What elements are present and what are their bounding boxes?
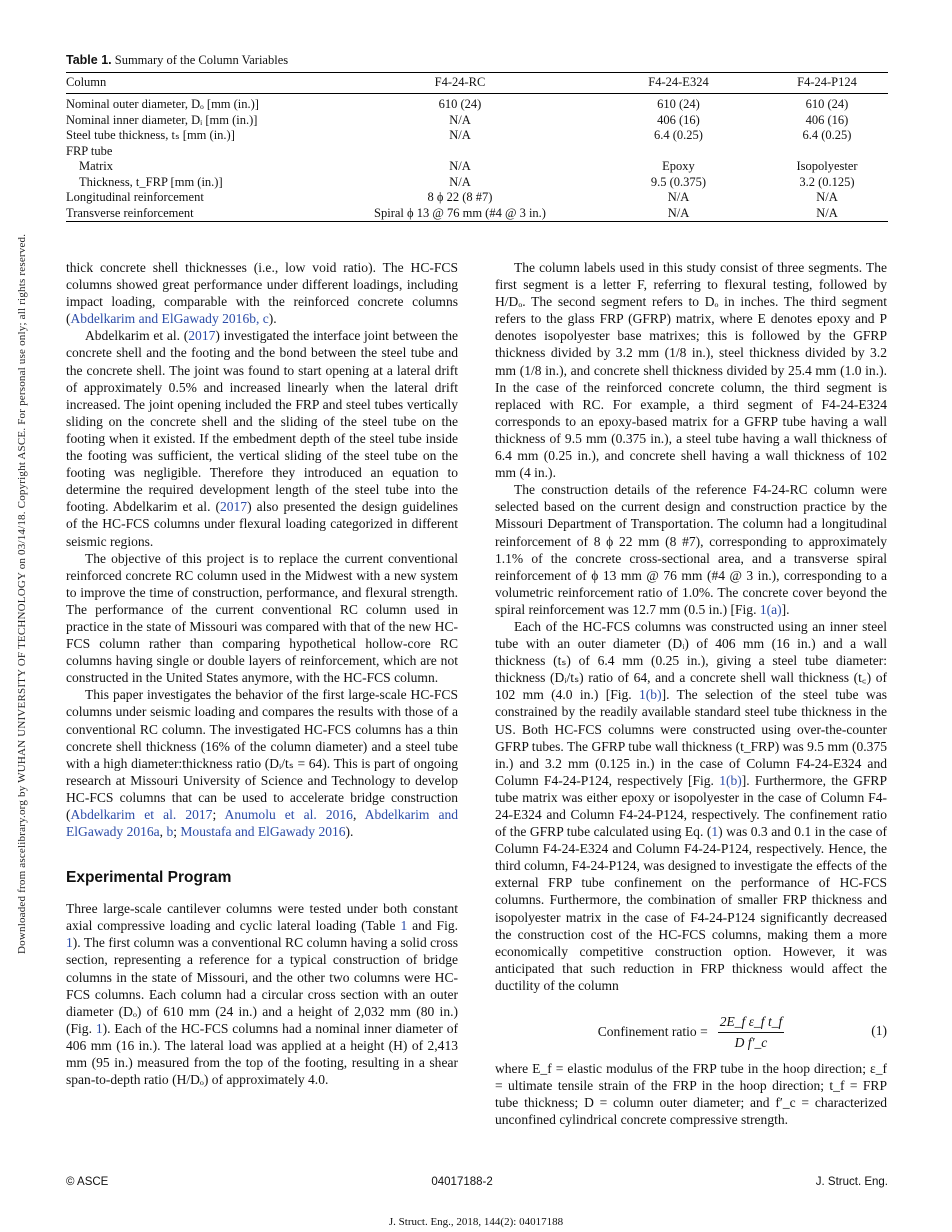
cell: N/A	[667, 190, 690, 204]
paragraph	[495, 481, 887, 618]
text: Each of the HC-FCS columns was constructed using an inner steel tube with an outer diameter (Dᵢ) of 406 mm (16 in.) and a wall thickness (tₛ) of 6.4 mm (0.25 in.), giving a steel tube diameter: thickness (Dᵢ/tₛ) ratio of 64, and a concrete shell wall thickness (t꜀) of 102 mm (4.0 in.) [Fig.	[495, 618, 887, 703]
cell	[591, 144, 766, 160]
cell: Isopolyester	[796, 159, 858, 173]
cell: N/A	[449, 159, 471, 173]
footer-journal: J. Struct. Eng.	[815, 1176, 888, 1188]
table-row	[66, 175, 888, 191]
table-row	[66, 206, 888, 222]
row-label: FRP tube	[66, 143, 113, 158]
text: ).	[268, 311, 277, 327]
table-row	[66, 144, 888, 160]
row-label: Nominal inner diameter, Dᵢ [mm (in.)]	[66, 112, 258, 127]
equation-1	[495, 1008, 887, 1056]
download-notice: Downloaded from ascelibrary.org by WUHAN UNIVERSITY OF TECHNOLOGY on 03/14/18. Copyright ASCE. For personal use only; all rights reserved.	[16, 233, 28, 955]
table-row	[66, 159, 888, 175]
table-title: Summary of the Column Variables	[114, 53, 289, 67]
table-label: Table 1.	[66, 53, 112, 67]
table-row	[66, 94, 888, 113]
figure-link[interactable]: 1(b)	[639, 687, 662, 703]
text: ].	[781, 601, 790, 617]
cell: 6.4 (0.25)	[654, 128, 703, 142]
paragraph: The column labels used in this study consist of three segments. The first segment is a letter F, referring to flexural testing, followed by H/Dₒ. The second segment refers to Dₒ in inches. The third segment refers to the glass FRP (GFRP) matrix, where E denotes epoxy and P denotes isopolyester base matrixes; this is followed by the GFRP thickness divided by 3.2 mm (1/8 in.), steel thickness divided by 3.2 mm (1/8 in.), and concrete shell thickness divided by 25.4 mm (1.0 in.). In the case of the reinforced concrete column, the third segment is replaced with RC. For example, a third segment of F4-24-E324 corresponds to an epoxy-based matrix for a GFRP tube having a wall thickness of 9.5 mm (0.375 in.), a steel tube having a wall thickness of 6.4 mm (0.25 in.), and concrete shell having a wall thickness of 102 mm (4 in.).	[495, 260, 887, 481]
header-f4-24-p124: F4-24-P124	[797, 75, 857, 89]
cell: Spiral ϕ 13 @ 76 mm (#4 @ 3 in.)	[374, 205, 546, 220]
equation-fraction	[718, 1013, 785, 1050]
cell: 3.2 (0.125)	[799, 174, 855, 189]
header-f4-24-e324: F4-24-E324	[648, 75, 709, 89]
cell: N/A	[449, 112, 471, 127]
text: The construction details of the reference F4-24-RC column were selected based on the current design and construction practice by the Missouri Department of Transportation. The column had a longitudinal reinforcement of 8 ϕ 22 mm (8 #7), corresponding to approximately 1.1% of the concrete cross-sectional area, and a transverse spiral reinforcement of ϕ 13 mm @ 76 mm (#4 @ 3 in.), corresponding to a volumetric reinforcement ratio of 1.0%. The concrete cover beyond the spiral reinforcement was 12.7 mm (0.5 in.) [Fig.	[495, 482, 887, 617]
row-label: Thickness, t_FRP [mm (in.)]	[79, 174, 223, 189]
row-label: Steel tube thickness, tₛ [mm (in.)]	[66, 128, 235, 142]
citation-link[interactable]: Moustafa and ElGawady 2016	[180, 824, 346, 840]
cell	[329, 144, 591, 160]
column-variables-table	[66, 72, 888, 222]
table-row	[66, 190, 888, 206]
paragraph	[495, 618, 887, 994]
cell: N/A	[816, 205, 838, 220]
paragraph: where E_f = elastic modulus of the FRP tube in the hoop direction; ε_f = ultimate tensile strain of the FRP in the hoop direction; t_f = FRP tube thickness; D = column outer diameter; and f′_c = characterized unconfined cylindrical concrete compressive strength.	[495, 1061, 887, 1128]
cell: 8 ϕ 22 (8 #7)	[427, 190, 493, 204]
header-column: Column	[66, 75, 107, 89]
cell: 406 (16)	[805, 112, 849, 127]
equation-number: (1)	[871, 1023, 887, 1039]
equation-label: Confinement ratio =	[597, 1024, 708, 1040]
paragraph	[66, 259, 458, 327]
paragraph: This paper investigates the behavior of the first large-scale HC-FCS columns under seismic loading and compares the results with those of a conventional RC column. The investigated HC-FCS columns has a thin concrete shell thickness (16% of the column diameter) and a steel tube with a high diameter:thickness ratio (Dᵢ/tₛ = 64). This is part of ongoing research at Missouri University of Science and Technology to develop HC-FCS columns that can be used to accelerate bridge construction (Abdelkarim et al. 2017; Anumolu et al. 2016, Abdelkarim and ElGawady 2016a, b; Moustafa and ElGawady 2016).	[66, 687, 459, 840]
paragraph	[66, 900, 458, 1088]
footer-article-number: 04017188-2	[431, 1176, 493, 1188]
text: ]. Furthermore, the GFRP tube matrix was either epoxy or isopolyester in the case of Column F4-24-E324 and Column F4-24-P124, respectively. The confinement ratio of the GFRP tube calculated using Eq. (	[495, 772, 887, 840]
figure-link[interactable]: 1(b)	[719, 772, 742, 788]
citation-link[interactable]: Anumolu et al. 2016	[224, 807, 353, 822]
footer-copyright: © ASCE	[66, 1176, 109, 1188]
text: ]. The selection of the steel tube was constrained by the readily available standard steel tube thickness in the US. Both HC-FCS columns were constructed using over-the-counter GFRP tubes. The GFRP tube wall thickness (t_FRP) was 9.5 mm (0.375 in.) and 3.2 mm (0.125 in.) in the case of Column F4-24-E324 and Column F4-24-P124, respectively [Fig.	[495, 687, 887, 788]
citation-link[interactable]: Abdelkarim et al. 2017	[70, 807, 213, 822]
row-label: Longitudinal reinforcement	[66, 190, 204, 204]
citation-link[interactable]: Abdelkarim and ElGawady 2016a	[66, 807, 459, 840]
cell: N/A	[667, 205, 690, 220]
text: ) also presented the design guidelines of the HC-FCS columns under flexural loading categorized in different seismic regions.	[66, 499, 458, 549]
equation-link[interactable]: 1	[711, 824, 719, 840]
citation-link[interactable]: b	[166, 824, 174, 840]
cell: 6.4 (0.25)	[802, 128, 852, 142]
figure-link[interactable]: 1	[95, 1020, 103, 1036]
header-f4-24-rc: F4-24-RC	[434, 75, 486, 89]
cell	[766, 144, 888, 160]
table-link[interactable]: 1	[400, 918, 408, 934]
row-label: Matrix	[79, 159, 114, 173]
table-1	[66, 53, 888, 222]
text: thick concrete shell thicknesses (i.e., low void ratio). The HC-FCS columns showed great performance under different loadings, including impact loading, comparable with the reinforced concrete columns (	[66, 260, 458, 327]
cell: 610 (24)	[438, 97, 482, 111]
text: ) was 0.3 and 0.1 in the case of Column F4-24-E324 and Column F4-24-P124, respectively. Hence, the third column, F4-24-P124, was designed to investigate the effects of the external FRP tube confinement on the performance of HC-FCS columns. Furthermore, the combination of smaller FRP thickness and isopolyester matrix in the case of F4-24-P124 significantly decreased the construction cost of the HC-FCS columns, making them a more economically competitive construction option. However, it was anticipated that such reduction in FRP thickness would affect the ductility of the column	[495, 824, 887, 993]
text: Abdelkarim et al. (	[85, 328, 189, 344]
table-row	[66, 128, 888, 144]
table-row	[66, 113, 888, 129]
left-column	[66, 259, 458, 1088]
cell: 406 (16)	[657, 112, 700, 127]
text: ).	[345, 824, 354, 840]
text: ) investigated the interface joint between the concrete shell and the footing and the bond between the steel tube and the concrete shell. The joint was found to start opening at a lateral drift of approximately 0.5% and increased linearly when the lateral drift increased. The joint opening included the FRP and steel tubes vertically sliding on the concrete shell and the sliding of the steel tube on the footing when it existed. If the embedment depth of the steel tube inside the footing was sufficient, the vertical sliding of the steel tube on the footing was negligible. Therefore they introduced an equation to determine the required development length of the steel tube into the footing. Abdelkarim et al. (	[66, 328, 458, 515]
row-label: Nominal outer diameter, Dₒ [mm (in.)]	[66, 97, 259, 111]
row-label: Transverse reinforcement	[66, 205, 194, 220]
citation-link[interactable]: 2017	[188, 328, 216, 344]
section-heading: Experimental Program	[66, 869, 232, 887]
text: This paper investigates the behavior of the first large-scale HC-FCS columns under seismic loading and compares the results with those of a conventional RC column. The investigated HC-FCS columns has a thin concrete shell thickness (16% of the column diameter) and a steel tube with a high diameter:thickness ratio (Dᵢ/tₛ = 64). This is part of ongoing research at Missouri University of Science and Technology to develop HC-FCS columns that can be used to accelerate bridge construction (	[66, 687, 458, 822]
cell: Epoxy	[662, 159, 695, 173]
equation-denominator: D f′_c	[734, 1034, 768, 1050]
equation-numerator: 2E_f ε_f t_f	[718, 1013, 785, 1032]
cell: N/A	[449, 174, 471, 189]
text: Three large-scale cantilever columns were tested under both constant axial compressive loading and cyclic lateral loading (Table	[66, 901, 458, 934]
cell: N/A	[449, 128, 471, 142]
text: and Fig.	[407, 918, 459, 934]
paragraph: The objective of this project is to replace the current conventional reinforced concrete RC column used in the Midwest with a new system to improve the time of construction, performance, and flexural strength. The performance of the current conventional RC column used in practice in the state of Missouri was compared with that of the new HC-FCS column rather than comparing hypothetical hollow-core RC columns having single or double layers of reinforcement, which are not constructed in the United States anymore, with the HC-FCS column.	[66, 550, 458, 686]
page-footer	[66, 1176, 888, 1188]
citation-link[interactable]: 2017	[219, 499, 248, 515]
citation-line: J. Struct. Eng., 2018, 144(2): 04017188	[388, 1216, 564, 1228]
cell: N/A	[816, 190, 838, 204]
table-caption	[66, 53, 888, 68]
cell: 9.5 (0.375)	[650, 174, 707, 189]
text: ). Each of the HC-FCS columns had a nominal inner diameter of 406 mm (16 in.). The lateral load was applied at a height (H) of 2,413 mm (95 in.) measured from the top of the footing, resulting in a shear span-to-depth ratio (H/Dₒ) of approximately 4.0.	[66, 1020, 458, 1088]
figure-link[interactable]: 1(a)	[759, 601, 782, 617]
citation-link[interactable]: Abdelkarim and ElGawady 2016b, c	[70, 311, 269, 327]
paragraph	[66, 327, 458, 549]
cell: 610 (24)	[805, 97, 849, 111]
right-column	[495, 259, 887, 1128]
text: ). The first column was a conventional RC column having a solid cross section, representing a reference for a typical construction of bridge columns in the state of Missouri, and the other two columns were HC-FCS columns. Each column had a circular cross section with an outer diameter (Dₒ) of 610 mm (24 in.) and a height of 2,032 mm (80 in.) (Fig.	[66, 935, 458, 1036]
figure-link[interactable]: 1	[66, 935, 73, 951]
table-header-row	[66, 73, 888, 94]
cell: 610 (24)	[657, 97, 700, 111]
